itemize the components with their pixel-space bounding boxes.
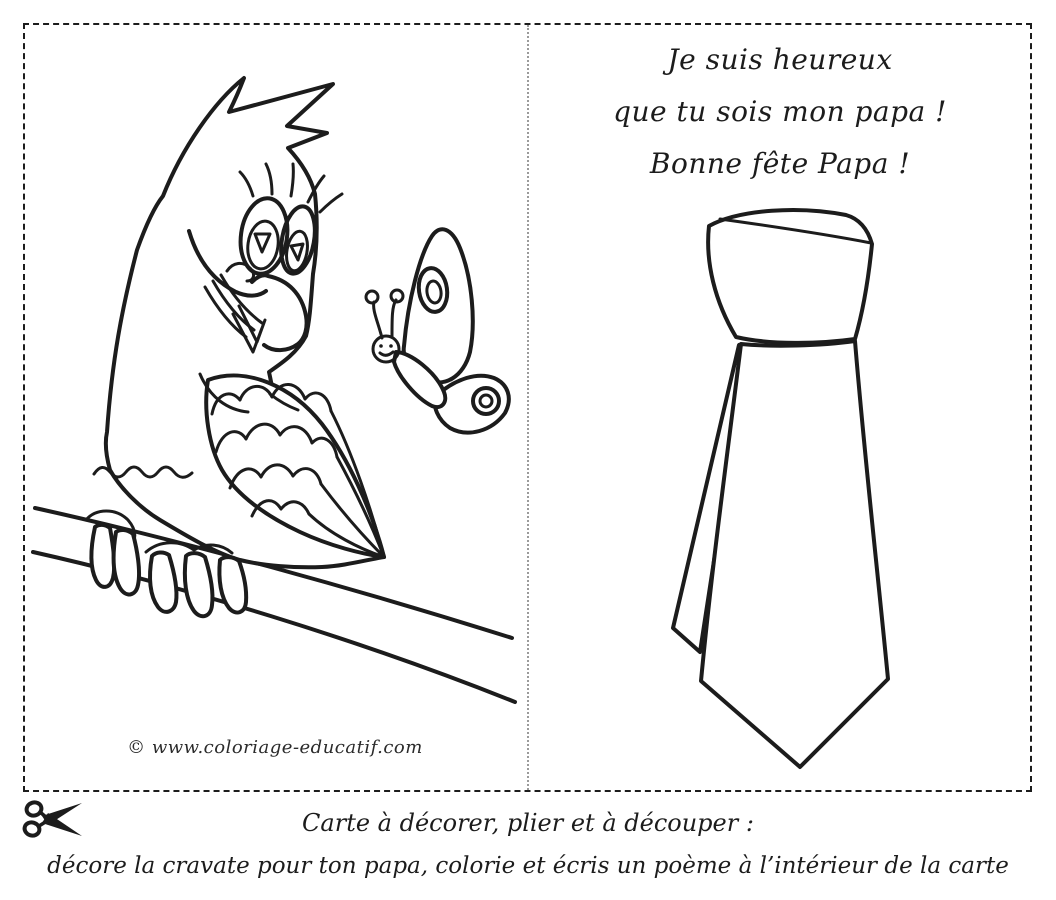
instructions-line-1: Carte à décorer, plier et à découper : <box>302 809 754 837</box>
message-line-3: Bonne fête Papa ! <box>649 147 911 180</box>
bird-toe <box>219 557 246 612</box>
instructions-line-2: décore la cravate pour ton papa, colorie et écris un poème à l’intérieur de la carte <box>47 853 1009 879</box>
watermark: © www.coloriage-educatif.com <box>127 737 423 758</box>
instructions <box>0 806 1056 883</box>
bird-toe <box>91 525 114 587</box>
bird-toe <box>150 552 176 611</box>
butterfly-antennae <box>374 300 396 338</box>
bird-toe <box>114 530 139 595</box>
tie-drawing <box>673 210 888 767</box>
butterfly-head <box>373 336 399 362</box>
card-message <box>528 34 1032 190</box>
butterfly-drawing <box>366 229 509 432</box>
message-line-2: que tu sois mon papa ! <box>613 95 947 128</box>
bird-toe <box>185 553 213 616</box>
message-line-1: Je suis heureux <box>667 43 893 76</box>
bird-drawing <box>86 78 384 616</box>
